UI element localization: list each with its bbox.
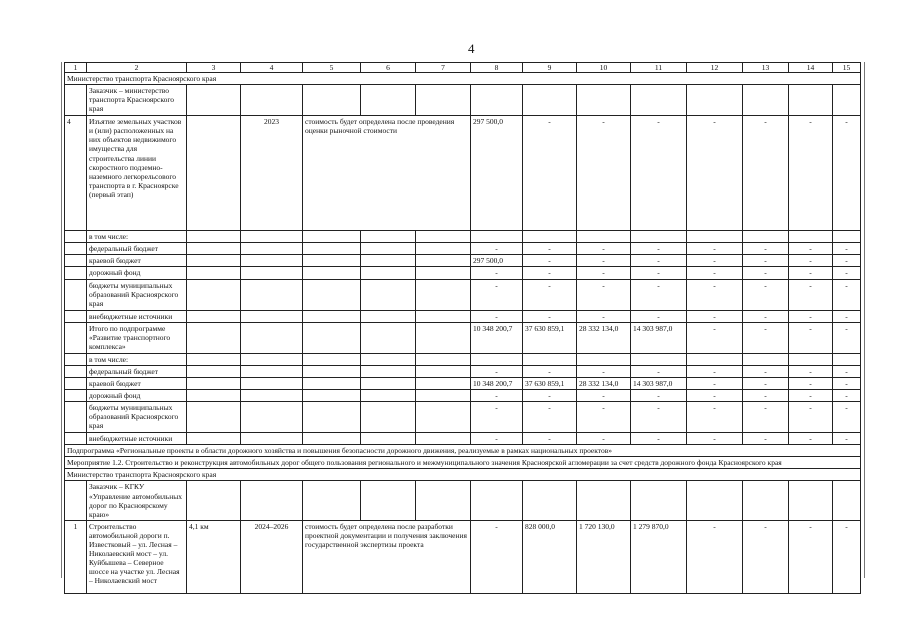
funding-value: - — [743, 255, 789, 267]
funding-value: - — [471, 365, 523, 377]
column-number: 11 — [631, 63, 687, 73]
cell-empty — [789, 85, 833, 116]
cell-empty — [361, 231, 416, 243]
funding-value: - — [577, 279, 631, 310]
ministry-name: Министерство транспорта Красноярского края — [65, 469, 861, 481]
cell-empty — [65, 279, 87, 310]
funding-value: - — [631, 255, 687, 267]
funding-value: - — [471, 389, 523, 401]
cell-empty — [303, 481, 361, 520]
funding-source-label: бюджеты муниципальных образований Красноярского края — [87, 279, 187, 310]
cell-empty — [361, 481, 416, 520]
funding-value — [743, 353, 789, 365]
program-table — [64, 62, 861, 594]
funding-value: - — [471, 243, 523, 255]
cell-empty — [241, 377, 303, 389]
cell-empty — [241, 231, 303, 243]
funding-value: - — [523, 255, 577, 267]
cell-empty — [361, 433, 416, 445]
cell-empty — [241, 389, 303, 401]
cell-empty — [416, 402, 471, 433]
funding-value: - — [631, 365, 687, 377]
funding-value — [833, 231, 861, 243]
cell-empty — [65, 353, 87, 365]
cell-empty — [361, 267, 416, 279]
column-number: 14 — [789, 63, 833, 73]
cell-empty — [241, 433, 303, 445]
cell-empty — [361, 365, 416, 377]
funding-value: - — [687, 377, 743, 389]
funding-row — [65, 377, 861, 389]
funding-value — [743, 231, 789, 243]
funding-value: - — [631, 267, 687, 279]
cell-empty — [416, 389, 471, 401]
funding-row — [65, 267, 861, 279]
total-row — [65, 322, 861, 353]
cell-empty — [416, 85, 471, 116]
cell-empty — [416, 433, 471, 445]
cell-empty — [303, 377, 361, 389]
item-name: Изъятие земельных участков и (или) расположенных на них объектов недвижимого имущества для строительства линии скоростного подземно-наземного легкорельсового транспорта в г. Красноярске (первый этап) — [87, 116, 187, 231]
funding-value — [687, 353, 743, 365]
total-label: Итого по подпрограмме «Развитие транспортного комплекса» — [87, 322, 187, 353]
cell-empty — [833, 85, 861, 116]
funding-value: - — [789, 310, 833, 322]
item-value: - — [471, 520, 523, 593]
cell-empty — [523, 481, 577, 520]
item-years: 2024–2026 — [241, 520, 303, 593]
funding-value: - — [523, 389, 577, 401]
funding-value: - — [687, 255, 743, 267]
funding-value — [471, 231, 523, 243]
funding-value — [523, 231, 577, 243]
funding-value: - — [789, 279, 833, 310]
cell-empty — [303, 255, 361, 267]
total-value: - — [833, 322, 861, 353]
cell-empty — [416, 365, 471, 377]
funding-source-label: федеральный бюджет — [87, 243, 187, 255]
cell-empty — [187, 310, 241, 322]
funding-value: - — [743, 310, 789, 322]
cell-empty — [303, 402, 361, 433]
funding-value — [789, 353, 833, 365]
funding-source-label: дорожный фонд — [87, 267, 187, 279]
cell-empty — [303, 310, 361, 322]
column-number: 6 — [361, 63, 416, 73]
measure-row — [65, 457, 861, 469]
cell-empty — [65, 255, 87, 267]
item-value: - — [523, 116, 577, 231]
item-name: Строительство автомобильной дороги п. Известковый – ул. Лесная – Николаевский мост – ул. Куйбышева – Северное шоссе на участке ул. Лесная – Николаевский мост — [87, 520, 187, 593]
item-cost-note: стоимость будет определена после проведения оценки рыночной стоимости — [303, 116, 471, 231]
funding-value: - — [577, 310, 631, 322]
cell-empty — [361, 243, 416, 255]
funding-value: - — [523, 365, 577, 377]
funding-value: - — [833, 402, 861, 433]
funding-source-label: краевой бюджет — [87, 377, 187, 389]
funding-value: - — [789, 402, 833, 433]
item-number: 1 — [65, 520, 87, 593]
cell-empty — [303, 243, 361, 255]
item-value: - — [833, 116, 861, 231]
cell-empty — [416, 243, 471, 255]
item-value: - — [687, 116, 743, 231]
cell-empty — [65, 322, 87, 353]
cell-empty — [416, 481, 471, 520]
funding-row — [65, 353, 861, 365]
item-row-2 — [65, 520, 861, 593]
funding-source-label: бюджеты муниципальных образований Красноярского края — [87, 402, 187, 433]
cell-empty — [416, 377, 471, 389]
funding-source-label: дорожный фонд — [87, 389, 187, 401]
item-value: 1 279 870,0 — [631, 520, 687, 593]
cell-empty — [187, 353, 241, 365]
funding-value: - — [687, 402, 743, 433]
cell-empty — [303, 365, 361, 377]
column-number: 13 — [743, 63, 789, 73]
cell-empty — [65, 377, 87, 389]
funding-value: - — [471, 433, 523, 445]
funding-row — [65, 310, 861, 322]
funding-value: - — [687, 279, 743, 310]
subprogram-row — [65, 445, 861, 457]
funding-row — [65, 243, 861, 255]
cell-empty — [361, 255, 416, 267]
cell-empty — [241, 310, 303, 322]
cell-empty — [303, 389, 361, 401]
item-length: 4,1 км — [187, 520, 241, 593]
cell-empty — [65, 402, 87, 433]
cell-empty — [833, 481, 861, 520]
cell-empty — [187, 377, 241, 389]
cell-empty — [361, 310, 416, 322]
cell-empty — [416, 267, 471, 279]
funding-value: - — [789, 365, 833, 377]
cell-empty — [303, 322, 361, 353]
funding-value: - — [687, 433, 743, 445]
funding-value: 10 348 200,7 — [471, 377, 523, 389]
item-cost-note: стоимость будет определена после разработки проектной документации и получения заключения государственной экспертизы проекта — [303, 520, 471, 593]
funding-value: - — [743, 267, 789, 279]
funding-value: - — [687, 365, 743, 377]
subprogram-title: Подпрограмма «Региональные проекты в области дорожного хозяйства и повышения безопасности дорожного движения, реализуемые в рамках национальных проектов» — [65, 445, 861, 457]
column-number: 10 — [577, 63, 631, 73]
cell-empty — [187, 433, 241, 445]
cell-empty — [65, 231, 87, 243]
funding-value: - — [833, 433, 861, 445]
column-number: 1 — [65, 63, 87, 73]
column-number: 3 — [187, 63, 241, 73]
cell-empty — [416, 322, 471, 353]
cell-empty — [65, 243, 87, 255]
cell-empty — [187, 365, 241, 377]
cell-empty — [303, 279, 361, 310]
funding-value: - — [523, 310, 577, 322]
funding-value: 297 500,0 — [471, 255, 523, 267]
item-value: - — [687, 520, 743, 593]
total-value: 28 332 134,0 — [577, 322, 631, 353]
funding-value: - — [743, 279, 789, 310]
total-value: 10 348 200,7 — [471, 322, 523, 353]
funding-row — [65, 365, 861, 377]
funding-value: - — [833, 255, 861, 267]
funding-value: - — [833, 243, 861, 255]
funding-value — [523, 353, 577, 365]
cell-empty — [187, 85, 241, 116]
cell-empty — [187, 243, 241, 255]
funding-value: - — [523, 402, 577, 433]
funding-value: - — [523, 433, 577, 445]
funding-value: - — [471, 310, 523, 322]
cell-empty — [416, 353, 471, 365]
funding-value: - — [577, 433, 631, 445]
funding-value: - — [577, 402, 631, 433]
total-value: 37 630 859,1 — [523, 322, 577, 353]
funding-value: - — [743, 433, 789, 445]
total-value: - — [743, 322, 789, 353]
funding-value: - — [631, 389, 687, 401]
column-number: 12 — [687, 63, 743, 73]
measure-title: Мероприятие 1.2. Строительство и реконструкция автомобильных дорог общего пользования регионального и межмуниципального значения Красноярской агломерации за счет средств дорожного фонда Красноярского края — [65, 457, 861, 469]
cell-empty — [241, 243, 303, 255]
cell-empty — [523, 85, 577, 116]
cell-empty — [65, 389, 87, 401]
cell-empty — [577, 481, 631, 520]
item-row — [65, 116, 861, 231]
cell-empty — [241, 481, 303, 520]
cell-empty — [241, 279, 303, 310]
cell-empty — [65, 310, 87, 322]
cell-empty — [631, 85, 687, 116]
funding-value: - — [743, 365, 789, 377]
funding-value: - — [631, 279, 687, 310]
cell-empty — [361, 279, 416, 310]
funding-value: - — [789, 433, 833, 445]
cell-empty — [631, 481, 687, 520]
funding-value — [631, 231, 687, 243]
funding-value — [687, 231, 743, 243]
ministry-row-bottom — [65, 469, 861, 481]
customer-name: Заказчик – КГКУ «Управление автомобильных дорог по Красноярскому краю» — [87, 481, 187, 520]
cell-empty — [471, 481, 523, 520]
funding-value: - — [471, 267, 523, 279]
cell-empty — [303, 85, 361, 116]
item-value: - — [789, 520, 833, 593]
item-value: 828 000,0 — [523, 520, 577, 593]
cell-empty — [361, 353, 416, 365]
item-value: - — [577, 116, 631, 231]
cell-empty — [743, 481, 789, 520]
cell-empty — [65, 85, 87, 116]
column-number: 7 — [416, 63, 471, 73]
customer-row-bottom — [65, 481, 861, 520]
funding-value: - — [523, 243, 577, 255]
customer-name: Заказчик – министерство транспорта Красноярского края — [87, 85, 187, 116]
funding-value: - — [577, 267, 631, 279]
funding-value: - — [687, 243, 743, 255]
item-value: - — [743, 520, 789, 593]
funding-value: - — [743, 377, 789, 389]
funding-value: - — [743, 243, 789, 255]
cell-empty — [687, 481, 743, 520]
column-number: 9 — [523, 63, 577, 73]
item-number: 4 — [65, 116, 87, 231]
ministry-name: Министерство транспорта Красноярского края — [65, 73, 861, 85]
funding-value: - — [743, 402, 789, 433]
funding-value: - — [789, 255, 833, 267]
funding-value: - — [577, 365, 631, 377]
total-value: - — [789, 322, 833, 353]
cell-empty — [303, 353, 361, 365]
funding-value: - — [523, 279, 577, 310]
cell-empty — [743, 85, 789, 116]
cell-empty — [187, 322, 241, 353]
column-number: 5 — [303, 63, 361, 73]
funding-value — [577, 353, 631, 365]
funding-value: - — [833, 365, 861, 377]
item-value: 1 720 130,0 — [577, 520, 631, 593]
funding-value: - — [833, 267, 861, 279]
cell-empty — [303, 267, 361, 279]
item-value: 297 500,0 — [471, 116, 523, 231]
funding-row — [65, 231, 861, 243]
cell-empty — [241, 365, 303, 377]
cell-empty — [65, 267, 87, 279]
cell-empty — [416, 255, 471, 267]
funding-value: - — [577, 389, 631, 401]
column-number: 8 — [471, 63, 523, 73]
funding-value: - — [687, 389, 743, 401]
funding-value: - — [631, 402, 687, 433]
total-value: 14 303 987,0 — [631, 322, 687, 353]
funding-value: - — [833, 377, 861, 389]
funding-source-label: федеральный бюджет — [87, 365, 187, 377]
cell-empty — [187, 267, 241, 279]
funding-value: - — [789, 389, 833, 401]
funding-value: - — [631, 243, 687, 255]
cell-empty — [471, 85, 523, 116]
funding-value: - — [833, 279, 861, 310]
cell-empty — [241, 85, 303, 116]
item-value: - — [743, 116, 789, 231]
funding-row — [65, 433, 861, 445]
cell-empty — [241, 353, 303, 365]
cell-empty — [65, 433, 87, 445]
cell-empty — [241, 322, 303, 353]
page-number: 4 — [468, 41, 475, 56]
cell-empty — [187, 279, 241, 310]
funding-value: 14 303 987,0 — [631, 377, 687, 389]
column-number: 15 — [833, 63, 861, 73]
cell-empty — [361, 85, 416, 116]
ministry-row — [65, 73, 861, 85]
cell-empty — [789, 481, 833, 520]
cell-empty — [65, 481, 87, 520]
cell-empty — [187, 255, 241, 267]
funding-row — [65, 255, 861, 267]
funding-value: - — [687, 267, 743, 279]
funding-value: 28 332 134,0 — [577, 377, 631, 389]
funding-row — [65, 279, 861, 310]
funding-row — [65, 402, 861, 433]
funding-value: - — [577, 243, 631, 255]
item-value: - — [833, 520, 861, 593]
funding-source-label: внебюджетные источники — [87, 310, 187, 322]
column-number: 2 — [87, 63, 187, 73]
funding-value — [577, 231, 631, 243]
funding-value: - — [743, 389, 789, 401]
funding-value — [631, 353, 687, 365]
cell-empty — [361, 377, 416, 389]
funding-value — [833, 353, 861, 365]
funding-value — [471, 353, 523, 365]
column-number-row — [65, 63, 861, 73]
cell-empty — [416, 231, 471, 243]
funding-source-label: краевой бюджет — [87, 255, 187, 267]
cell-empty — [187, 389, 241, 401]
funding-value: - — [833, 310, 861, 322]
cell-empty — [241, 402, 303, 433]
cell-empty — [303, 433, 361, 445]
cell-empty — [361, 389, 416, 401]
cell-empty — [416, 310, 471, 322]
funding-row — [65, 389, 861, 401]
funding-value: - — [631, 310, 687, 322]
funding-source-label: в том числе: — [87, 231, 187, 243]
cell-empty — [361, 322, 416, 353]
funding-value: - — [789, 243, 833, 255]
cell-empty — [65, 365, 87, 377]
funding-value: - — [789, 267, 833, 279]
funding-value: - — [687, 310, 743, 322]
cell-empty — [241, 255, 303, 267]
funding-value: - — [577, 255, 631, 267]
cell-empty — [187, 402, 241, 433]
funding-value: 37 630 859,1 — [523, 377, 577, 389]
cell-empty — [303, 231, 361, 243]
funding-value: - — [471, 279, 523, 310]
cell-empty — [687, 85, 743, 116]
item-value: - — [789, 116, 833, 231]
cell-empty — [187, 231, 241, 243]
funding-value: - — [471, 402, 523, 433]
customer-row — [65, 85, 861, 116]
funding-value: - — [523, 267, 577, 279]
cell-empty — [361, 402, 416, 433]
cell-empty — [416, 279, 471, 310]
funding-value — [789, 231, 833, 243]
cell-empty — [187, 116, 241, 231]
cell-empty — [577, 85, 631, 116]
funding-value: - — [631, 433, 687, 445]
funding-source-label: внебюджетные источники — [87, 433, 187, 445]
column-number: 4 — [241, 63, 303, 73]
funding-source-label: в том числе: — [87, 353, 187, 365]
funding-value: - — [833, 389, 861, 401]
cell-empty — [241, 267, 303, 279]
item-value: - — [631, 116, 687, 231]
funding-value: - — [789, 377, 833, 389]
total-value: - — [687, 322, 743, 353]
cell-empty — [187, 481, 241, 520]
item-year: 2023 — [241, 116, 303, 231]
